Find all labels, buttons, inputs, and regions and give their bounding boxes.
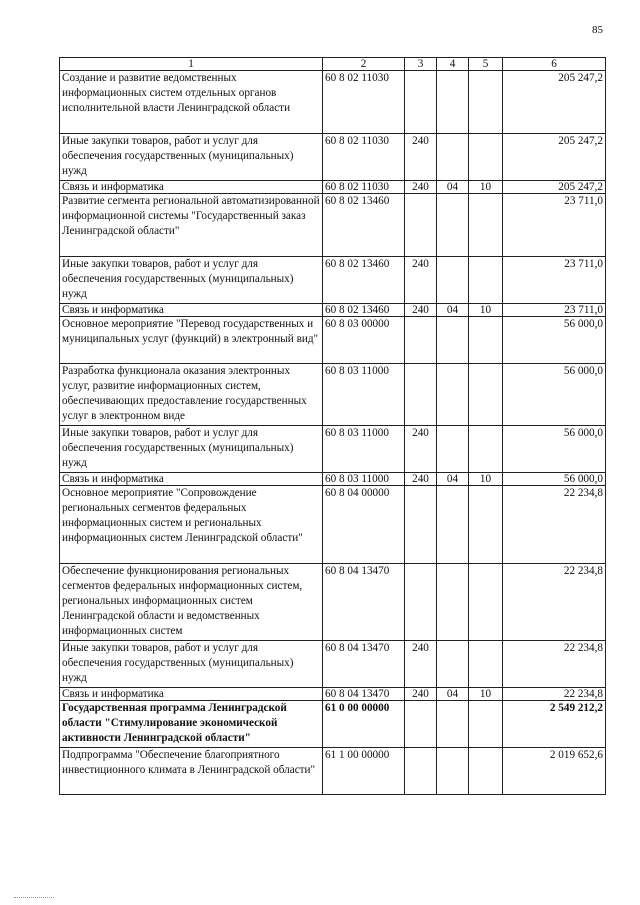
row-section-cell <box>437 134 469 181</box>
row-sum-cell: 56 000,0 <box>503 473 606 486</box>
row-name-cell: Основное мероприятие "Сопровождение региональных сегментов федеральных информационных систем и региональных информационных систем Ленинградской области" <box>60 486 323 564</box>
column-header-3: 3 <box>405 58 437 71</box>
row-subsection-cell <box>469 426 503 473</box>
row-name-cell: Обеспечение функционирования региональных сегментов федеральных информационных систем, региональных информационных систем Ленинградской области и ведомственных информационных систем <box>60 564 323 641</box>
row-sum-cell: 22 234,8 <box>503 486 606 564</box>
row-name-cell: Иные закупки товаров, работ и услуг для обеспечения государственных (муниципальных) нужд <box>60 134 323 181</box>
row-expense-type-cell: 240 <box>405 688 437 701</box>
row-code-cell: 60 8 04 13470 <box>323 564 405 641</box>
row-code-cell: 60 8 03 11000 <box>323 426 405 473</box>
row-code-cell: 60 8 02 13460 <box>323 194 405 257</box>
row-code-cell: 61 0 00 00000 <box>323 701 405 748</box>
column-header-6: 6 <box>503 58 606 71</box>
row-sum-cell: 22 234,8 <box>503 564 606 641</box>
row-name-cell: Связь и информатика <box>60 181 323 194</box>
row-expense-type-cell: 240 <box>405 641 437 688</box>
row-expense-type-cell <box>405 701 437 748</box>
row-name-cell: Создание и развитие ведомственных информационных систем отдельных органов исполнительной власти Ленинградской области <box>60 71 323 134</box>
row-section-cell <box>437 426 469 473</box>
row-expense-type-cell: 240 <box>405 181 437 194</box>
table-row <box>60 194 606 257</box>
row-section-cell <box>437 486 469 564</box>
table-row <box>60 486 606 564</box>
row-expense-type-cell <box>405 486 437 564</box>
row-subsection-cell: 10 <box>469 688 503 701</box>
row-sum-cell: 205 247,2 <box>503 134 606 181</box>
row-sum-cell: 22 234,8 <box>503 688 606 701</box>
row-code-cell: 60 8 02 13460 <box>323 257 405 304</box>
row-subsection-cell <box>469 134 503 181</box>
row-subsection-cell <box>469 317 503 364</box>
row-section-cell <box>437 257 469 304</box>
row-expense-type-cell: 240 <box>405 473 437 486</box>
table-row <box>60 364 606 426</box>
column-header-1: 1 <box>60 58 323 71</box>
table-row <box>60 134 606 181</box>
row-sum-cell: 23 711,0 <box>503 257 606 304</box>
row-code-cell: 60 8 02 11030 <box>323 181 405 194</box>
row-name-cell: Иные закупки товаров, работ и услуг для обеспечения государственных (муниципальных) нужд <box>60 257 323 304</box>
scan-artifact <box>14 897 54 899</box>
row-code-cell: 60 8 02 11030 <box>323 134 405 181</box>
table-row <box>60 181 606 194</box>
row-subsection-cell <box>469 364 503 426</box>
row-subsection-cell: 10 <box>469 181 503 194</box>
row-expense-type-cell <box>405 364 437 426</box>
row-section-cell <box>437 194 469 257</box>
row-expense-type-cell: 240 <box>405 257 437 304</box>
page-number: 85 <box>592 24 603 36</box>
row-section-cell <box>437 564 469 641</box>
row-code-cell: 60 8 03 00000 <box>323 317 405 364</box>
table-row <box>60 688 606 701</box>
row-sum-cell: 56 000,0 <box>503 426 606 473</box>
row-name-cell: Иные закупки товаров, работ и услуг для обеспечения государственных (муниципальных) нужд <box>60 426 323 473</box>
row-subsection-cell <box>469 641 503 688</box>
row-name-cell: Связь и информатика <box>60 473 323 486</box>
row-section-cell: 04 <box>437 304 469 317</box>
row-code-cell: 60 8 04 13470 <box>323 688 405 701</box>
table-row <box>60 257 606 304</box>
row-expense-type-cell <box>405 748 437 795</box>
row-name-cell: Подпрограмма "Обеспечение благоприятного инвестиционного климата в Ленинградской области" <box>60 748 323 795</box>
row-section-cell: 04 <box>437 473 469 486</box>
row-code-cell: 60 8 02 13460 <box>323 304 405 317</box>
row-name-cell: Связь и информатика <box>60 688 323 701</box>
row-subsection-cell <box>469 257 503 304</box>
row-subsection-cell: 10 <box>469 304 503 317</box>
row-code-cell: 60 8 04 00000 <box>323 486 405 564</box>
column-header-4: 4 <box>437 58 469 71</box>
row-name-cell: Государственная программа Ленинградской области "Стимулирование экономической активности Ленинградской области" <box>60 701 323 748</box>
row-code-cell: 60 8 02 11030 <box>323 71 405 134</box>
row-subsection-cell <box>469 486 503 564</box>
table-row <box>60 71 606 134</box>
row-section-cell <box>437 748 469 795</box>
header-row <box>60 58 606 71</box>
row-expense-type-cell: 240 <box>405 134 437 181</box>
row-name-cell: Разработка функционала оказания электронных услуг, развитие информационных систем, обеспечивающих предоставление государственных услуг в электронном виде <box>60 364 323 426</box>
table-row <box>60 564 606 641</box>
table-row <box>60 473 606 486</box>
table-row <box>60 304 606 317</box>
row-code-cell: 60 8 03 11000 <box>323 364 405 426</box>
row-name-cell: Иные закупки товаров, работ и услуг для обеспечения государственных (муниципальных) нужд <box>60 641 323 688</box>
row-expense-type-cell <box>405 71 437 134</box>
row-expense-type-cell <box>405 194 437 257</box>
row-section-cell: 04 <box>437 688 469 701</box>
row-expense-type-cell <box>405 317 437 364</box>
row-expense-type-cell <box>405 564 437 641</box>
row-sum-cell: 23 711,0 <box>503 304 606 317</box>
row-subsection-cell <box>469 564 503 641</box>
row-subsection-cell <box>469 748 503 795</box>
row-code-cell: 60 8 03 11000 <box>323 473 405 486</box>
row-section-cell <box>437 701 469 748</box>
row-section-cell <box>437 317 469 364</box>
row-section-cell <box>437 71 469 134</box>
table-row <box>60 641 606 688</box>
row-expense-type-cell: 240 <box>405 304 437 317</box>
column-header-5: 5 <box>469 58 503 71</box>
row-subsection-cell: 10 <box>469 473 503 486</box>
row-code-cell: 61 1 00 00000 <box>323 748 405 795</box>
table-row <box>60 748 606 795</box>
table-row <box>60 426 606 473</box>
table-row <box>60 701 606 748</box>
row-subsection-cell <box>469 71 503 134</box>
row-sum-cell: 22 234,8 <box>503 641 606 688</box>
row-sum-cell: 205 247,2 <box>503 181 606 194</box>
column-header-2: 2 <box>323 58 405 71</box>
row-sum-cell: 2 019 652,6 <box>503 748 606 795</box>
row-sum-cell: 205 247,2 <box>503 71 606 134</box>
row-sum-cell: 56 000,0 <box>503 317 606 364</box>
budget-table <box>59 57 606 795</box>
row-sum-cell: 56 000,0 <box>503 364 606 426</box>
table-row <box>60 317 606 364</box>
row-subsection-cell <box>469 701 503 748</box>
row-subsection-cell <box>469 194 503 257</box>
row-name-cell: Основное мероприятие "Перевод государственных и муниципальных услуг (функций) в электронный вид" <box>60 317 323 364</box>
row-name-cell: Связь и информатика <box>60 304 323 317</box>
row-section-cell: 04 <box>437 181 469 194</box>
row-section-cell <box>437 641 469 688</box>
row-expense-type-cell: 240 <box>405 426 437 473</box>
row-section-cell <box>437 364 469 426</box>
row-code-cell: 60 8 04 13470 <box>323 641 405 688</box>
row-name-cell: Развитие сегмента региональной автоматизированной информационной системы "Государственный заказ Ленинградской области" <box>60 194 323 257</box>
row-sum-cell: 23 711,0 <box>503 194 606 257</box>
row-sum-cell: 2 549 212,2 <box>503 701 606 748</box>
